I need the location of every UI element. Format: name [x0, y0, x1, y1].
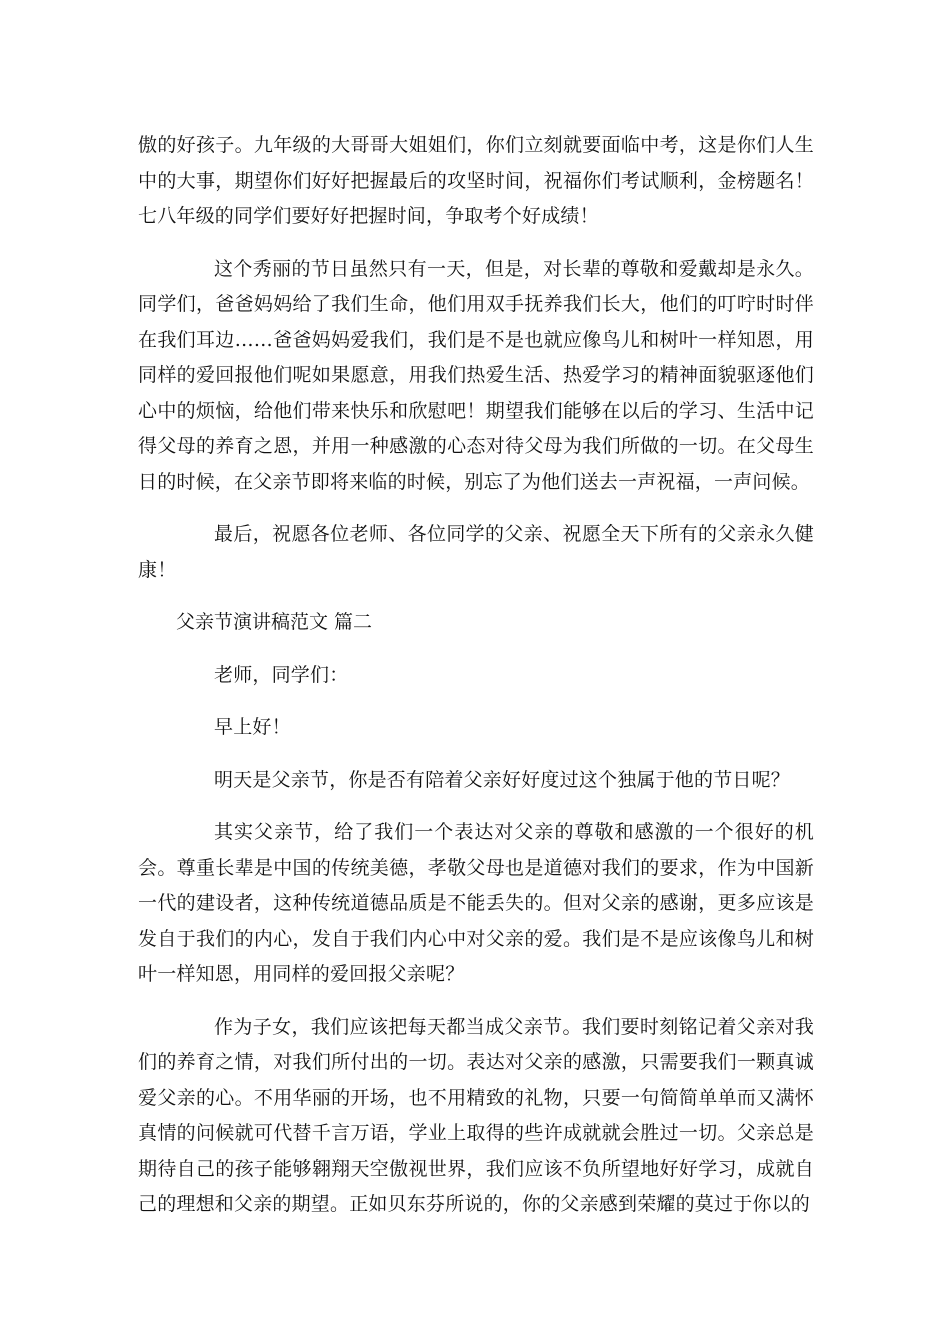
document-page — [138, 128, 814, 1223]
paragraph-opportunity: 其实父亲节，给了我们一个表达对父亲的尊敬和感激的一个很好的机会。尊重长辈是中国的传统美德，孝敬父母也是道德对我们的要求，作为中国新一代的建设者，这种传统道德品质是不能丢失的。但对父亲的感谢，更多应该是发自于我们的内心，发自于我们内心中对父亲的爱。我们是不是应该像鸟儿和树叶一样知恩，用同样的爱回报父亲呢？ — [138, 821, 814, 985]
paragraph-holiday: 这个秀丽的节日虽然只有一天，但是，对长辈的尊敬和爱戴却是永久。同学们，爸爸妈妈给了我们生命，他们用双手抚养我们长大，他们的叮咛时时伴在我们耳边……爸爸妈妈爱我们，我们是不是也就应像鸟儿和树叶一样知恩，用同样的爱回报他们呢如果愿意，用我们热爱生活、热爱学习的精神面貌驱逐他们心中的烦恼，给他们带来快乐和欣慰吧！期望我们能够在以后的学习、生活中记得父母的养育之恩，并用一种感激的心态对待父母为我们所做的一切。在父母生日的时候，在父亲节即将来临的时候，别忘了为他们送去一声祝福，一声问候。 — [138, 257, 814, 493]
paragraph-closing: 最后，祝愿各位老师、各位同学的父亲、祝愿全天下所有的父亲永久健康！ — [138, 523, 814, 581]
paragraph-question: 明天是父亲节，你是否有陪着父亲好好度过这个独属于他的节日呢？ — [214, 768, 791, 791]
section-heading: 父亲节演讲稿范文 篇二 — [176, 611, 373, 633]
paragraph-continued: 傲的好孩子。九年级的大哥哥大姐姐们，你们立刻就要面临中考，这是你们人生中的大事，期望你们好好把握最后的攻坚时间，祝福你们考试顺利，金榜题名！七八年级的同学们要好好把握时间，争取考个好成绩！ — [138, 134, 814, 227]
paragraph-salutation: 老师，同学们： — [214, 663, 349, 686]
paragraph-children: 作为子女，我们应该把每天都当成父亲节。我们要时刻铭记着父亲对我们的养育之情，对我们所付出的一切。表达对父亲的感激，只需要我们一颗真诚爱父亲的心。不用华丽的开场，也不用精致的礼物，只要一句简简单单而又满怀真情的问候就可代替千言万语，学业上取得的些许成就就会胜过一切。父亲总是期待自己的孩子能够翱翔天空傲视世界，我们应该不负所望地好好学习，成就自己的理想和父亲的期望。正如贝东芬所说的，你的父亲感到荣耀的莫过于你以的 — [138, 1015, 814, 1215]
paragraph-greeting: 早上好！ — [214, 716, 291, 738]
